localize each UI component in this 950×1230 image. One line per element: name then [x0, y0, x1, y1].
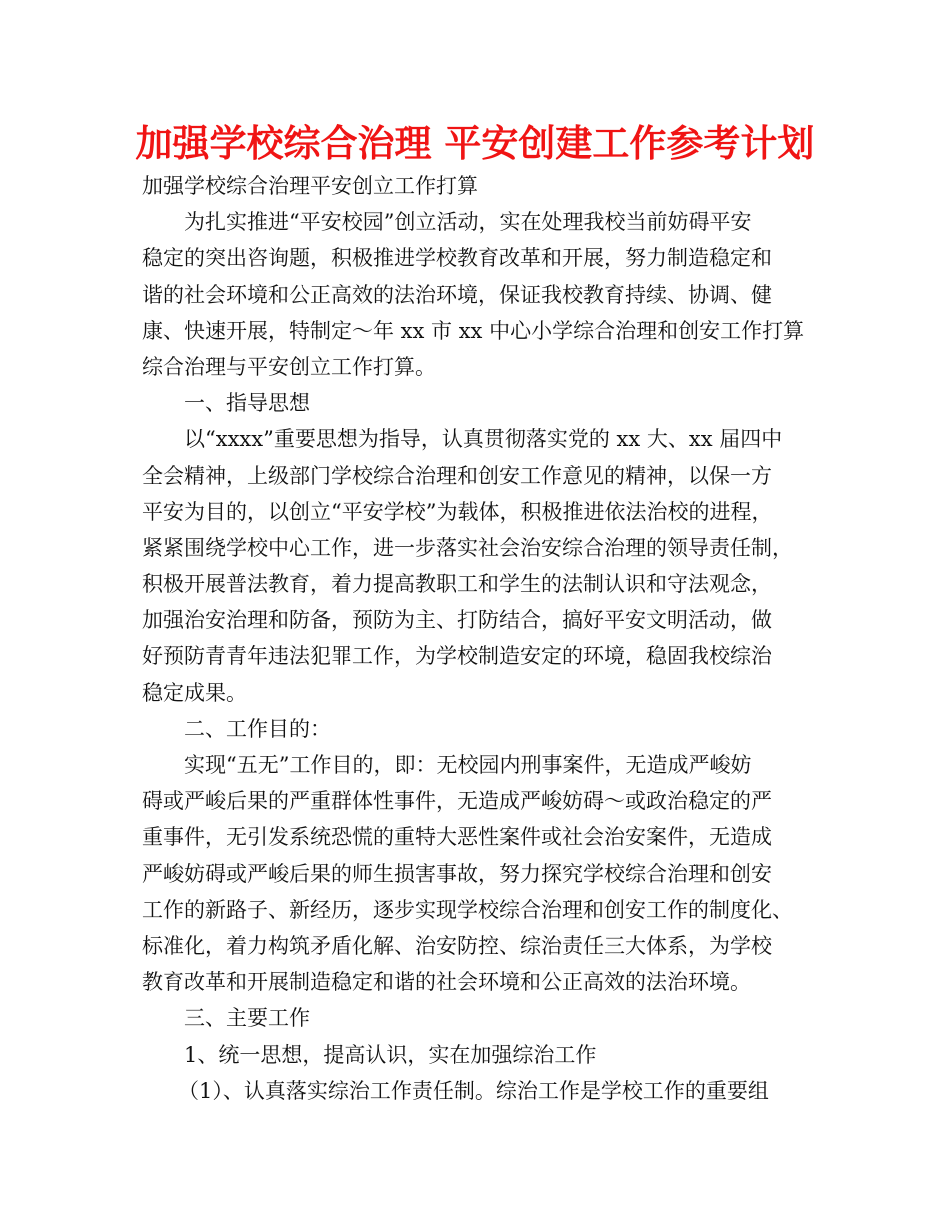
paragraph-line: 康、快速开展，特制定～年 xx 市 xx 中心小学综合治理和创安工作打算 [142, 318, 805, 343]
subsection-heading: 1、统一思想，提高认识，实在加强综治工作 [184, 1042, 597, 1067]
paragraph-line: 紧紧围绕学校中心工作，进一步落实社会治安综合治理的领导责任制， [142, 535, 793, 560]
paragraph-line: 重事件，无引发系统恐慌的重特大恶性案件或社会治安案件，无造成 [142, 825, 772, 850]
section-heading: 一、指导思想 [184, 391, 310, 416]
paragraph-line: 以“xxxx”重要思想为指导，认真贯彻落实党的 xx 大、xx 届四中 [184, 427, 783, 452]
paragraph-line: 碍或严峻后果的严重群体性事件，无造成严峻妨碍～或政治稳定的严 [142, 789, 772, 814]
paragraph-line: 实现“五无”工作目的，即：无校园内刑事案件，无造成严峻妨 [184, 753, 752, 777]
paragraph-line: 综合治理与平安创立工作打算。 [142, 354, 436, 379]
paragraph-line: 积极开展普法教育，着力提高教职工和学生的法制认识和守法观念， [142, 572, 772, 597]
subtitle-line: 加强学校综合治理平安创立工作打算 [142, 174, 478, 198]
paragraph-line: 工作的新路子、新经历，逐步实现学校综合治理和创安工作的制度化、 [142, 897, 793, 922]
paragraph-line: （1）、认真落实综治工作责任制。综治工作是学校工作的重要组 [178, 1078, 769, 1103]
paragraph-line: 加强治安治理和防备，预防为主、打防结合，搞好平安文明活动，做 [142, 608, 772, 633]
section-heading: 二、工作目的： [184, 716, 331, 741]
document-body [142, 168, 832, 1109]
paragraph-line: 稳定成果。 [142, 680, 247, 705]
paragraph-line: 谐的社会环境和公正高效的法治环境，保证我校教育持续、协调、健 [142, 282, 772, 307]
paragraph-line: 稳定的突出咨询题，积极推进学校教育改革和开展，努力制造稳定和 [142, 246, 772, 271]
paragraph-line: 好预防青青年违法犯罪工作，为学校制造安定的环境，稳固我校综治 [142, 644, 772, 669]
paragraph-line: 标准化，着力构筑矛盾化解、治安防控、综治责任三大体系，为学校 [142, 933, 772, 958]
document-title: 加强学校综合治理 平安创建工作参考计划 [135, 122, 815, 165]
paragraph-line: 严峻妨碍或严峻后果的师生损害事故，努力探究学校综合治理和创安 [142, 861, 772, 886]
paragraph-line: 教育改革和开展制造稳定和谐的社会环境和公正高效的法治环境。 [142, 970, 751, 995]
paragraph-line: 全会精神，上级部门学校综合治理和创安工作意见的精神，以保一方 [142, 463, 772, 488]
section-heading: 三、主要工作 [184, 1006, 310, 1031]
paragraph-line: 平安为目的，以创立“平安学校”为载体，积极推进依法治校的进程， [142, 499, 773, 524]
paragraph-line: 为扎实推进“平安校园”创立活动，实在处理我校当前妨碍平安 [184, 210, 752, 235]
